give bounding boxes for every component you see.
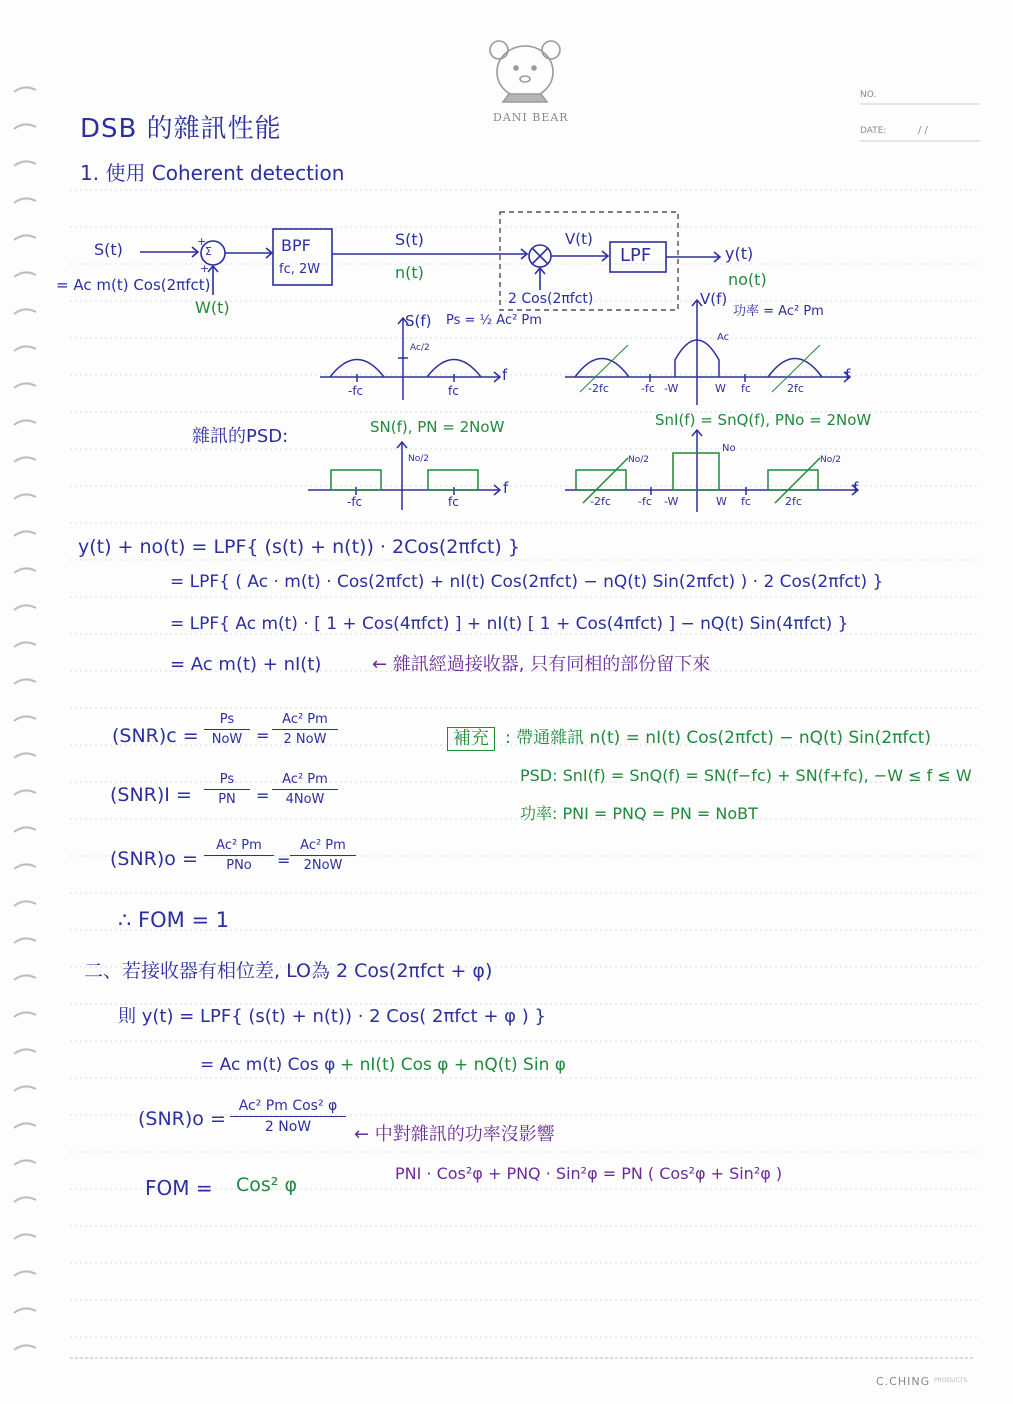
snr-o-label: (SNR)o = xyxy=(110,848,198,870)
snr-o-frac2 xyxy=(290,838,356,873)
footer-small: PRODUCTS xyxy=(934,1377,968,1384)
noise-v-tick-neg2fc: -2fc xyxy=(590,495,611,508)
snr-c-frac2-den: 2 NoW xyxy=(283,732,327,748)
snr-c-label: (SNR)c = xyxy=(112,725,199,747)
snr-o-frac1-den: PNo xyxy=(226,858,252,874)
noise-v-tick-negw: -W xyxy=(664,495,679,508)
v-tick-negfc: -fc xyxy=(641,382,655,395)
derivation-line-3: = LPF{ Ac m(t) · [ 1 + Cos(4πfct) ] + nI(t) [ 1 + Cos(4πfct) ] − nQ(t) Sin(4πfct) } xyxy=(170,614,849,634)
noise-pos-fc: fc xyxy=(448,495,459,509)
bpf-out-signal: S(t) xyxy=(395,230,424,249)
snr-c-frac2 xyxy=(272,712,338,747)
input-signal-label: S(t) xyxy=(94,240,123,259)
supplement-line-3: 功率: PNI = PNQ = PN = NoBT xyxy=(520,804,758,823)
supplement-tag: 補充 xyxy=(447,727,495,751)
noise-v-tick-w: W xyxy=(716,495,727,508)
snr-c-frac1-den: NoW xyxy=(211,732,243,748)
v-power-label: 功率 = Ac² Pm xyxy=(733,304,824,319)
v-tick-w: W xyxy=(715,382,726,395)
section2-fom-value: Cos² φ xyxy=(236,1174,297,1196)
snr-i-frac2 xyxy=(272,772,338,807)
snr-c-eq: = xyxy=(256,726,270,745)
snr-i-frac1-num: Ps xyxy=(219,772,235,787)
noise-v-peak-label: No xyxy=(722,443,736,454)
footer-brand: C.CHING xyxy=(876,1375,931,1388)
output-signal-label: y(t) xyxy=(725,244,754,263)
signal-pos-fc: fc xyxy=(448,384,459,398)
section2-snr-label: (SNR)o = xyxy=(138,1108,226,1130)
v-spectrum-label: V(f) xyxy=(700,290,728,308)
noise-input-label: W(t) xyxy=(195,298,230,317)
bpf-label: BPF xyxy=(281,236,311,255)
section2-fom-label: FOM = xyxy=(145,1176,213,1200)
noise-v-tick-fc: fc xyxy=(741,495,751,508)
noise-v-spectrum-plot xyxy=(576,453,820,503)
section2-line-1: 則 y(t) = LPF{ (s(t) + n(t)) · 2 Cos( 2πfct + φ ) } xyxy=(118,1006,546,1027)
sum-plus-top: + xyxy=(197,235,207,248)
noise-spectrum-plot xyxy=(331,470,478,490)
section2-snr-num: Ac² Pm Cos² φ xyxy=(238,1098,338,1114)
v-tick-negw: -W xyxy=(664,382,679,395)
noise-v-side-peak-right: No/2 xyxy=(820,455,841,465)
v-tick-fc: fc xyxy=(741,382,751,395)
noise-v-tick-negfc: -fc xyxy=(638,495,652,508)
section2-heading: 二、若接收器有相位差, LO為 2 Cos(2πfct + φ) xyxy=(84,960,493,982)
section2-line-2b: + nI(t) Cos φ + nQ(t) Sin φ xyxy=(340,1055,566,1075)
derivation-line-4: = Ac m(t) + nI(t) xyxy=(170,654,322,675)
snr-c-frac1-num: Ps xyxy=(219,712,235,727)
v-tick-neg2fc: -2fc xyxy=(588,382,609,395)
section2-note: ← 中對雜訊的功率沒影響 xyxy=(354,1124,555,1145)
snr-c-frac2-num: Ac² Pm xyxy=(282,712,328,727)
snr-c-frac1 xyxy=(204,712,250,747)
noise-psd-label: 雜訊的PSD: xyxy=(192,426,289,447)
signal-power-label: Ps = ½ Ac² Pm xyxy=(446,313,542,328)
noise-v-side-peak-left: No/2 xyxy=(628,455,649,465)
section2-snr-frac xyxy=(230,1098,346,1135)
section2-line-2a: = Ac m(t) Cos φ xyxy=(200,1055,336,1075)
snr-o-frac2-num: Ac² Pm xyxy=(300,838,346,853)
noise-v-spectrum-label: SnI(f) = SnQ(f), PNo = 2NoW xyxy=(655,411,872,429)
no-label: NO. xyxy=(860,90,877,100)
snr-i-frac1-den: PN xyxy=(218,792,236,808)
lo-label: 2 Cos(2πfct) xyxy=(508,291,594,307)
snr-o-eq: = xyxy=(277,851,291,870)
section2-snr-den: 2 NoW xyxy=(264,1119,312,1136)
snr-o-frac2-den: 2NoW xyxy=(303,858,343,874)
noise-axis-f: f xyxy=(503,479,509,497)
signal-peak-label: Ac/2 xyxy=(410,343,430,353)
noise-spectrum-label: SN(f), PN = 2NoW xyxy=(370,418,505,436)
noise-v-tick-2fc: 2fc xyxy=(785,495,802,508)
lpf-label: LPF xyxy=(620,245,652,266)
section2-power-eq: PNI · Cos²φ + PNQ · Sin²φ = PN ( Cos²φ + Sin²φ ) xyxy=(395,1164,783,1183)
signal-spectrum-label: S(f) xyxy=(405,312,432,330)
snr-i-frac2-num: Ac² Pm xyxy=(282,772,328,787)
section1-heading: 1. 使用 Coherent detection xyxy=(80,161,345,185)
supplement-line-2: PSD: SnI(f) = SnQ(f) = SN(f−fc) + SN(f+fc), −W ≤ f ≤ W xyxy=(520,766,972,785)
bpf-out-noise: n(t) xyxy=(395,263,424,282)
bpf-params: fc, 2W xyxy=(279,262,321,277)
v-peak-label: Ac xyxy=(717,332,730,343)
v-tick-2fc: 2fc xyxy=(787,382,804,395)
sum-plus-bottom: + xyxy=(200,262,210,275)
noise-neg-fc: -fc xyxy=(347,495,363,509)
logo-text: DANI BEAR xyxy=(493,111,569,124)
signal-spectrum-plot xyxy=(320,318,500,400)
snr-o-frac1 xyxy=(204,838,274,873)
derivation-line-2: = LPF{ ( Ac · m(t) · Cos(2πfct) + nI(t) Cos(2πfct) − nQ(t) Sin(2πfct) ) · 2 Cos(2πfct) } xyxy=(170,572,884,592)
date-slashes: / / xyxy=(918,125,928,136)
snr-i-frac1 xyxy=(204,772,250,807)
signal-axis-f: f xyxy=(502,366,508,384)
snr-i-eq: = xyxy=(256,786,270,805)
supplement-line-1: : 帶通雜訊 n(t) = nI(t) Cos(2πfct) − nQ(t) Sin(2πfct) xyxy=(505,728,931,748)
fom-result: ∴ FOM = 1 xyxy=(118,908,230,932)
derivation-line-1: y(t) + no(t) = LPF{ (s(t) + n(t)) · 2Cos(2πfct) } xyxy=(78,536,520,558)
signal-neg-fc: -fc xyxy=(348,384,364,398)
noise-peak-label: No/2 xyxy=(408,454,429,464)
mixer-out-label: V(t) xyxy=(565,230,593,248)
v-axis-f: f xyxy=(845,366,851,384)
input-signal-expr: = Ac m(t) Cos(2πfct) xyxy=(56,276,211,294)
page-title: DSB 的雜訊性能 xyxy=(80,114,282,144)
snr-i-label: (SNR)I = xyxy=(110,784,192,806)
sum-symbol: Σ xyxy=(205,245,212,258)
snr-i-frac2-den: 4NoW xyxy=(285,792,325,808)
snr-o-frac1-num: Ac² Pm xyxy=(216,838,262,853)
noise-v-axis-f: f xyxy=(853,479,859,497)
output-noise-label: no(t) xyxy=(728,270,767,289)
date-label: DATE: xyxy=(860,126,887,136)
derivation-note: ← 雜訊經過接收器, 只有同相的部份留下來 xyxy=(372,654,711,675)
